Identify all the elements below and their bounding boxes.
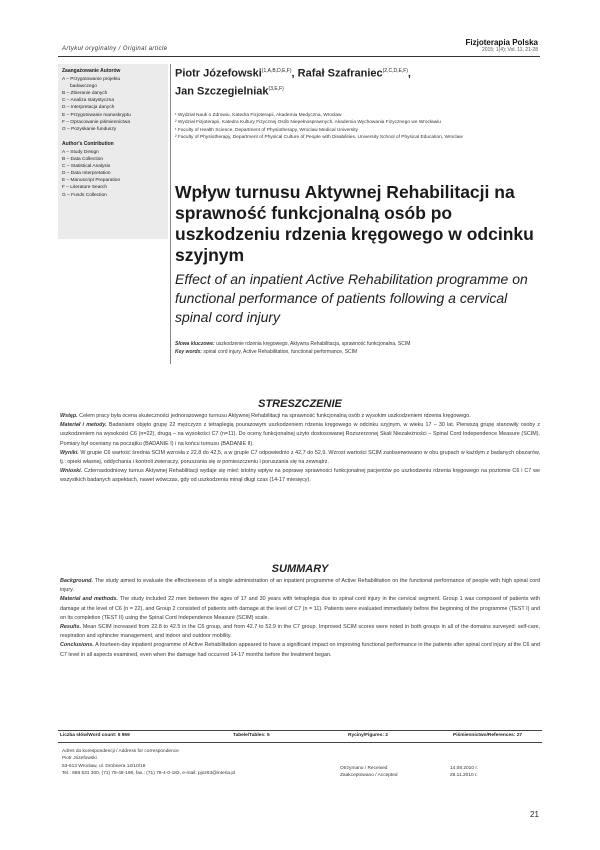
section-label: Material and methods. — [60, 596, 118, 603]
title-english: Effect of an inpatient Active Rehabilitation programme on functional performance of patients following a cervical spinal cord injury — [175, 271, 528, 325]
author-name: Rafał Szafraniec — [297, 67, 383, 80]
column-divider — [170, 64, 171, 364]
title-polish: Wpływ turnusu Aktywnej Rehabilitacji na sprawność funkcjonalną osób po uszkodzeniu rdzenia kręgowego w odcinku szyjnym — [175, 182, 534, 265]
accepted-label: Zaakceptowano / Accepted — [340, 773, 398, 779]
received-label: Otrzymano / Received — [340, 766, 388, 771]
summary-heading: SUMMARY — [271, 563, 329, 575]
affiliation: ² Faculty of Physiotherapy, Department of Physical Culture of People with Disabilities, University School of Physical Education, Wroclaw — [175, 135, 463, 141]
contrib-pl-item: A – Przygotowanie projektu — [62, 77, 121, 83]
section-label: Background. — [60, 578, 93, 584]
address-line: Piotr Józefowski — [62, 756, 97, 762]
affiliations — [175, 112, 545, 142]
contrib-pl-item: E – Przygotowanie manuskryptu — [62, 112, 131, 118]
keywords-en-label: Key words: — [175, 349, 202, 355]
contrib-en-item: D – Data Interpretation — [62, 171, 111, 177]
table-count: Tabele/Tables: 5 — [233, 733, 270, 738]
journal-info: 2015; 1(4); Vol. 11, 21-28 — [481, 47, 538, 53]
contrib-pl-item: badawczego — [70, 84, 97, 90]
abstract-text: The study aimed to evaluate the effectiveness of a single administration of an inpatient programme of Active Rehabilitation on the functional performance of people with high spinal cord injury. — [60, 578, 541, 594]
accepted-date: 28.11.2010 r. — [450, 773, 478, 779]
contrib-en-item: F – Literature Search — [62, 185, 108, 191]
section-label: Wnioski. — [60, 468, 83, 475]
section-label: Wstęp. — [60, 413, 78, 419]
contrib-pl-item: G – Pozyskanie funduszy — [62, 126, 117, 132]
keywords-en: spinal cord injury, Active Rehabilitation, functional performance, SCIM — [203, 349, 358, 355]
side-copyright-strip — [6, 55, 46, 815]
word-count: Liczba słów/Word count: 5 959 — [60, 733, 130, 738]
section-label: Conclusions. — [60, 642, 94, 649]
contrib-pl-item: F – Opracowanie piśmiennictwa — [62, 119, 130, 125]
abstract-text: A fourteen-day inpatient programme of Active Rehabilitation appeared to have a significant impact on improving functional performance in the patients after spinal cord injury at the C6 and C7 level in all aspects examined, even when the damage had occurred 14-17 months before the treatment began. — [60, 642, 541, 658]
journal-header — [466, 38, 538, 53]
streszczenie-heading: STRESZCZENIE — [258, 398, 342, 410]
author-sup: (1,A,B,D,E,F) — [261, 68, 292, 74]
address-line: Adres do korespondencji / Address for correspondence — [62, 749, 179, 754]
contrib-en-item: B – Data Collection — [62, 157, 104, 163]
abstract-text: Mean SCIM increased from 22.8 to 42.5 in the C6 group, and from 42.7 to 52.9 in the C7 group. Improved SCIM scores were noted in both groups in all of the domains surveyed: self-care, respiration and sphincter management, and indoor and outdoor mobility. — [60, 624, 540, 640]
reference-count: Piśmiennictwo/References: 27 — [453, 733, 523, 738]
contribution-box — [58, 64, 168, 239]
abstract-text: W grupie C6 wartość średnia SCIM wzrosła z 22,8 do 42,5, a w grupie C7 odpowiednio z 42,7 do 52,9. Wzrost wartości SCIM zaobserwowano w obu grupach w każdym z badanych obszarów, tj.: opieki własnej, oddychania i kontroli zwieraczy, poruszania się w pomieszczeniu i poruszania się na zewnątrz. — [60, 449, 540, 466]
abstract-text: Czternastodniowy turnus Aktywnej Rehabilitacji wydaje się mieć istotny wpływ na poprawę sprawności funkcjonalnej pacjentów po uszkodzeniu rdzenia kręgowego na poziomie C6 i C7 we wszystkich badanych aspektach, nawet wówczas, gdy od uszkodzenia minął długi czas (14-17 miesięcy). — [60, 468, 540, 484]
abstract-text: Celem pracy była ocena skuteczności jednorazowego turnusu Aktywnej Rehabilitacji na sprawność funkcjonalną osób z wysokim uszkodzeniem rdzenia kręgowego. — [79, 413, 471, 419]
authors: Piotr Józefowski$^{(1,A,B,D,E,F)}$, Rafał Szafraniec$^{(2,C,D,E,F)}$, Jan Szczegielniak$^{(3,E,F)}$ — [175, 67, 411, 98]
affiliation: ¹ Wydział Nauk o Zdrowiu, Katedra Fizjoterapii, Akademia Medyczna, Wrocław — [175, 113, 342, 118]
author-sup: (2,C,D,E,F) — [382, 68, 408, 74]
section-label: Results. — [60, 624, 81, 631]
correspondence-address — [62, 748, 235, 778]
contrib-en-item: E – Manuscript Preparation — [62, 178, 121, 184]
affiliation: ¹ Faculty of Health Science, Department of Physiotherapy, Wroclaw Medical University — [175, 127, 358, 133]
section-label: Wyniki. — [60, 449, 79, 456]
contrib-pl-item: C – Analiza statystyczna — [62, 98, 114, 104]
header-divider — [58, 56, 540, 57]
figure-count: Ryciny/Figures: 2 — [348, 733, 388, 738]
contrib-pl-item: B – Zbieranie danych — [62, 91, 108, 97]
streszczenie-body — [60, 412, 540, 486]
keywords-pl-label: Słowa kluczowe: — [175, 341, 215, 347]
article-stats-bar — [58, 730, 542, 743]
author-sup: (3,E,F) — [268, 85, 284, 92]
contrib-en-item: C – Statistical Analysis — [62, 164, 111, 170]
received-date: 14.08.2010 r. — [450, 766, 479, 771]
abstract-text: Badaniami objęto grupę 22 mężczyzn z tetraplegią pourazowym uszkodzeniem rdzenia kręgowego w odcinku szyjnym, w wieku 17 – 30 lat. Pierwszą grupę stanowiły osoby z uszkodzeniem na wysokości C6 (n=22), drugą – na wysokości C7 (n=11). Do oceny funkcjonalnej użyto dostosowanej Rozszerzonej Skali Niezależności – Spinal Cord Independence Measure (SCIM). Pomiary był oceniany na początku (BADANIE I) i na końcu turnusu (BADANIE II). — [60, 422, 540, 447]
contrib-en-title: Author's Contribution — [62, 140, 114, 147]
keywords — [175, 340, 545, 356]
dates — [340, 765, 478, 780]
address-line: Tel.: 888 531 300, (71) 78-48-196, fax.: (71) 78-4-0-182, e-mail: pjoz63@interia.pl — [62, 771, 236, 777]
contrib-pl-item: D – Interpretacja danych — [62, 105, 115, 111]
contrib-pl-title: Zaangażowanie Autorów — [62, 68, 121, 74]
author-name: Jan Szczegielniak — [175, 85, 269, 98]
contrib-en-item: G – Funds Collection — [62, 192, 107, 198]
article-type: Artykuł oryginalny / Original article — [62, 46, 168, 52]
summary-body — [60, 577, 540, 660]
address-line: 53-613 Wrocław, ul. Drobnera 12/10/18 — [62, 763, 146, 769]
page-number: 21 — [530, 810, 539, 819]
contrib-en-item: A – Study Design — [62, 149, 99, 155]
section-label: Materiał i metody. — [60, 422, 107, 429]
journal-name: Fizjoterapia Polska — [465, 38, 538, 47]
abstract-text: The study included 22 men between the ages of 17 and 30 years with tetraplegia due to spinal cord injury in the cervical segment. Group 1 was composed of patients with damage at the level of C6 (n = 22), and Group 2 consisted of patients with damage at the level of C7 (n = 11). Patients were evaluated immediately before the beginning of the programme (TEST I) and on its completion (TEST II) using the Spinal Cord Independence Measure (SCIM) scale. — [60, 596, 540, 621]
affiliation: ² Wydział Fizjoterapii, Katedra Kultury Fizycznej Osób Niepełnosprawnych, Akademia Wychowania Fizycznego we Wrocławiu — [175, 120, 441, 126]
keywords-pl: uszkodzenie rdzenia kręgowego, Aktywna Rehabilitacja, sprawność funkcjonalna, SCIM — [216, 341, 411, 347]
author-name: Piotr Józefowski — [175, 67, 262, 80]
